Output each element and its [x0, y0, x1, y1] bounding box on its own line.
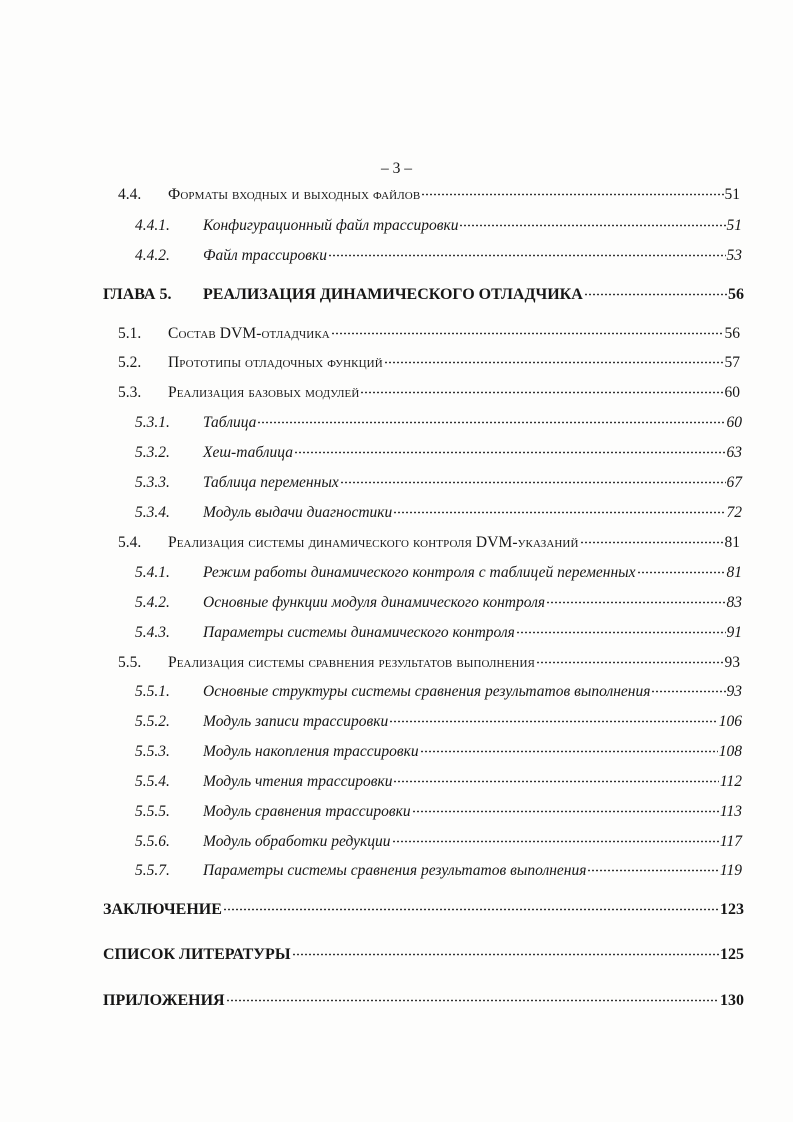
entry-title: Состав DVM-отладчика: [168, 325, 330, 342]
dot-leader: [340, 481, 726, 484]
entry-title: Параметры системы сравнения результатов выполнения: [203, 862, 587, 879]
entry-title: Режим работы динамического контроля с таблицей переменных: [203, 564, 636, 581]
dot-leader: [546, 601, 725, 604]
entry-title: Таблица переменных: [203, 474, 339, 491]
dot-leader: [384, 361, 724, 364]
entry-number: 5.3.2.: [135, 444, 170, 461]
section-title: ЗАКЛЮЧЕНИЕ: [103, 901, 222, 918]
entry-number: 5.1.: [118, 325, 142, 342]
entry-page: 106: [718, 713, 742, 730]
entry-page: 113: [719, 803, 742, 820]
entry-page: 63: [726, 444, 742, 461]
entry-page: 60: [726, 414, 742, 431]
entry-number: 5.5.3.: [135, 743, 170, 760]
entry-number: 5.2.: [118, 354, 142, 371]
entry-title: Основные функции модуля динамического контроля: [203, 594, 546, 611]
entry-page: 81: [724, 534, 740, 551]
entry-title: Форматы входных и выходных файлов: [168, 186, 421, 203]
entry-number: 5.4.1.: [135, 564, 170, 581]
entry-number: 5.5.5.: [135, 803, 170, 820]
dot-leader: [651, 690, 725, 693]
entry-page: 91: [726, 624, 742, 641]
entry-number: 5.3.3.: [135, 474, 170, 491]
toc-entry[interactable]: [135, 713, 742, 731]
entry-title: Параметры системы динамического контроля: [203, 624, 515, 641]
entry-title: Модуль накопления трассировки: [203, 743, 419, 760]
entry-title: Модуль чтения трассировки: [203, 773, 393, 790]
dot-leader: [516, 631, 726, 634]
section-title: СПИСОК ЛИТЕРАТУРЫ: [103, 946, 291, 963]
entry-page: 125: [720, 946, 744, 963]
toc-entry[interactable]: [135, 444, 742, 462]
toc-entry[interactable]: [135, 414, 742, 432]
toc-entry[interactable]: [135, 624, 742, 642]
toc-section-entry[interactable]: [103, 946, 744, 964]
entry-number: 5.3.1.: [135, 414, 170, 431]
entry-number: 4.4.2.: [135, 247, 170, 264]
entry-page: 117: [719, 833, 742, 850]
toc-entry[interactable]: [118, 354, 740, 372]
dot-leader: [421, 193, 723, 196]
section-title: ПРИЛОЖЕНИЯ: [103, 992, 225, 1009]
dot-leader: [292, 953, 719, 956]
toc-entry[interactable]: [135, 862, 742, 880]
dot-leader: [328, 254, 725, 257]
toc-entry[interactable]: [118, 186, 740, 204]
dot-leader: [392, 840, 719, 843]
entry-page: 93: [724, 654, 740, 671]
entry-title: Реализация системы сравнения результатов выполнения: [168, 654, 535, 671]
toc-section-entry[interactable]: [103, 901, 744, 919]
toc-entry[interactable]: [118, 325, 740, 343]
entry-number: 5.4.: [118, 534, 142, 551]
entry-title: Реализация базовых модулей: [168, 384, 360, 401]
entry-page: 108: [718, 743, 742, 760]
entry-title: Хеш-таблица: [203, 444, 293, 461]
dot-leader: [536, 661, 724, 664]
entry-title: Модуль сравнения трассировки: [203, 803, 411, 820]
entry-number: 4.4.: [118, 186, 142, 203]
entry-title: Файл трассировки: [203, 247, 328, 264]
toc-entry[interactable]: [135, 773, 742, 791]
dot-leader: [331, 332, 724, 335]
entry-title: Модуль выдачи диагностики: [203, 504, 393, 521]
entry-page: 112: [719, 773, 742, 790]
toc-entry[interactable]: [118, 534, 740, 552]
entry-title: Прототипы отладочных функций: [168, 354, 383, 371]
toc-chapter-entry[interactable]: [103, 286, 744, 304]
entry-page: 93: [726, 683, 742, 700]
entry-title: Конфигурационный файл трассировки: [203, 217, 459, 234]
entry-page: 123: [720, 901, 744, 918]
entry-page: 56: [728, 286, 744, 303]
dot-leader: [226, 999, 719, 1002]
entry-title: Реализация системы динамического контроля DVM-указаний: [168, 534, 579, 551]
entry-page: 57: [724, 354, 740, 371]
entry-page: 81: [726, 564, 742, 581]
entry-page: 83: [726, 594, 742, 611]
toc-entry[interactable]: [118, 384, 740, 402]
entry-number: 5.5.: [118, 654, 142, 671]
toc-entry[interactable]: [135, 743, 742, 761]
entry-page: 60: [724, 384, 740, 401]
dot-leader: [393, 511, 725, 514]
entry-page: 56: [724, 325, 740, 342]
entry-number: 4.4.1.: [135, 217, 170, 234]
entry-number: 5.5.6.: [135, 833, 170, 850]
dot-leader: [420, 750, 718, 753]
entry-page: 67: [726, 474, 742, 491]
toc-entry[interactable]: [135, 803, 742, 821]
entry-title: Таблица: [203, 414, 257, 431]
entry-number: 5.5.2.: [135, 713, 170, 730]
entry-number: 5.3.4.: [135, 504, 170, 521]
dot-leader: [580, 541, 724, 544]
page-number: – 3 –: [381, 160, 412, 177]
entry-page: 53: [726, 247, 742, 264]
toc-entry[interactable]: [135, 247, 742, 265]
dot-leader: [294, 451, 726, 454]
entry-title: Основные структуры системы сравнения результатов выполнения: [203, 683, 651, 700]
toc-entry[interactable]: [135, 833, 742, 851]
dot-leader: [360, 391, 723, 394]
dot-leader: [223, 908, 719, 911]
toc-entry[interactable]: [135, 594, 742, 612]
toc-entry[interactable]: [118, 654, 740, 672]
dot-leader: [637, 571, 726, 574]
entry-number: 5.5.7.: [135, 862, 170, 879]
chapter-title: РЕАЛИЗАЦИЯ ДИНАМИЧЕСКОГО ОТЛАДЧИКА: [203, 286, 583, 303]
entry-number: 5.5.4.: [135, 773, 170, 790]
entry-page: 72: [726, 504, 742, 521]
toc-entry[interactable]: [135, 217, 742, 235]
dot-leader: [459, 224, 725, 227]
toc-entry[interactable]: [135, 474, 742, 492]
dot-leader: [393, 780, 718, 783]
toc-section-entry[interactable]: [103, 992, 744, 1010]
entry-number: 5.4.2.: [135, 594, 170, 611]
dot-leader: [412, 810, 719, 813]
entry-page: 119: [719, 862, 742, 879]
entry-page: 51: [726, 217, 742, 234]
entry-page: 130: [720, 992, 744, 1009]
dot-leader: [389, 720, 717, 723]
dot-leader: [587, 869, 718, 872]
entry-number: 5.5.1.: [135, 683, 170, 700]
entry-page: 51: [724, 186, 740, 203]
entry-title: Модуль обработки редукции: [203, 833, 391, 850]
toc-entry[interactable]: [135, 564, 742, 582]
chapter-number: ГЛАВА 5.: [103, 286, 172, 303]
toc-entry[interactable]: [135, 504, 742, 522]
toc-entry[interactable]: [135, 683, 742, 701]
entry-number: 5.4.3.: [135, 624, 170, 641]
dot-leader: [257, 421, 725, 424]
dot-leader: [584, 293, 727, 296]
entry-title: Модуль записи трассировки: [203, 713, 389, 730]
entry-number: 5.3.: [118, 384, 142, 401]
